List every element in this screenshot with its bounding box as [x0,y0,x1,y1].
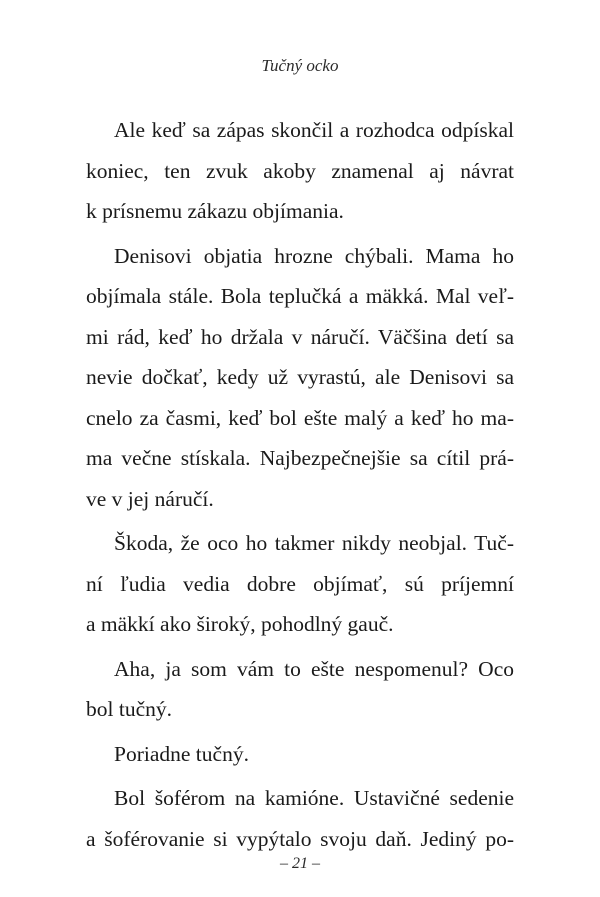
body-text [86,110,514,859]
text-line: ve v jej náručí. [86,486,214,511]
text-line: ní ľudia vedia dobre objímať, sú príjemní [86,571,514,596]
text-line: Aha, ja som vám to ešte nespomenul? Oco [114,656,514,681]
text-line: koniec, ten zvuk akoby znamenal aj návrat [86,158,514,183]
text-line: Bol šoférom na kamióne. Ustavičné sedenie [114,786,514,810]
text-line: cnelo za časmi, keď bol ešte malý a keď ho ma- [86,405,514,430]
text-line: bol tučný. [86,697,172,721]
text-line: Škoda, že oco ho takmer nikdy neobjal. Tuč- [114,531,514,555]
text-line: Ale keď sa zápas skončil a rozhodca odpískal [114,118,514,142]
text-line: Poriadne tučný. [114,741,249,766]
text-line: a šoférovanie si vypýtalo svoju daň. Jediný po- [86,826,514,851]
text-line: objímala stále. Bola teplučká a mäkká. Mal veľ- [86,284,514,308]
running-title: Tučný ocko [261,56,339,75]
text-line: k prísnemu zákazu objímania. [86,199,344,223]
text-line: nevie dočkať, kedy už vyrastú, ale Denisovi sa [86,365,514,389]
text-line: Denisovi objatia hrozne chýbali. Mama ho [114,243,514,268]
page-number: – 21 – [280,855,320,872]
text-line: mi rád, keď ho držala v náručí. Väčšina detí sa [86,324,514,349]
text-line: ma večne stískala. Najbezpečnejšie sa cítil prá- [86,446,514,470]
text-line: a mäkkí ako široký, pohodlný gauč. [86,612,394,636]
